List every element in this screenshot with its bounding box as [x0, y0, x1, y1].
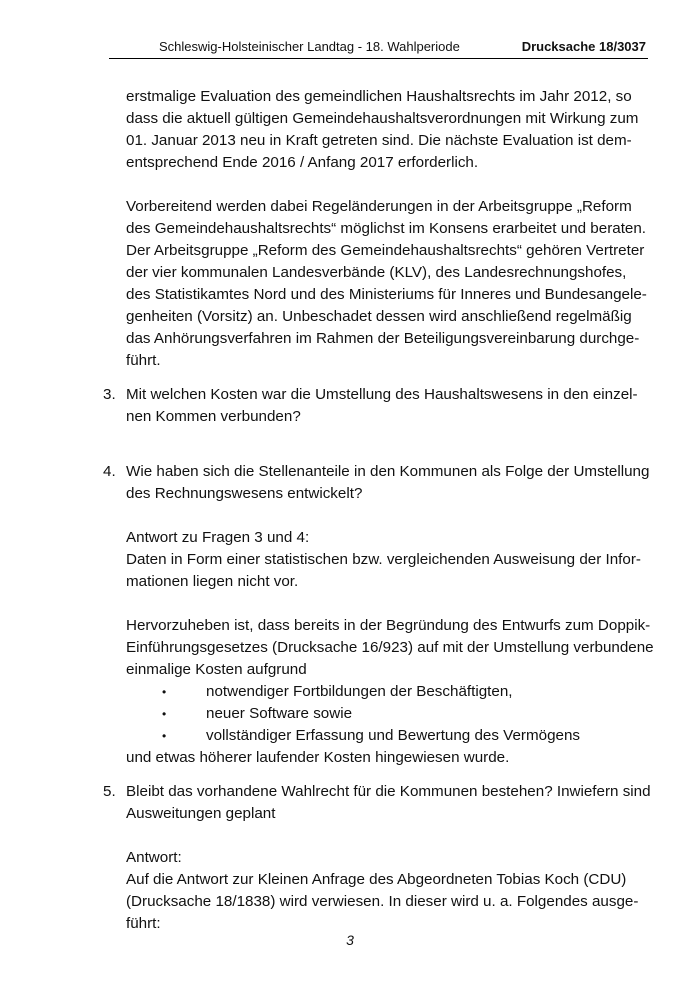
header-title: Schleswig-Holsteinischer Landtag - 18. Wahlperiode: [159, 39, 460, 54]
paragraph-line: des Statistikamtes Nord und des Ministeriums für Inneres und Bundesangele-: [126, 286, 647, 303]
question-3-line: Mit welchen Kosten war die Umstellung des Haushaltswesens in den einzel-: [126, 386, 638, 403]
document-number: Drucksache 18/3037: [521, 39, 646, 54]
question-4-line: des Rechnungswesens entwickelt?: [126, 485, 363, 502]
paragraph-line: führt.: [126, 352, 161, 369]
paragraph-line: dass die aktuell gültigen Gemeindehaushaltsverordnungen mit Wirkung zum: [126, 110, 639, 127]
paragraph-line: Vorbereitend werden dabei Regeländerungen in der Arbeitsgruppe „Reform: [126, 198, 632, 215]
paragraph-line: genheiten (Vorsitz) an. Unbeschadet dessen wird anschließend regelmäßig: [126, 308, 632, 325]
paragraph-line: das Anhörungsverfahren im Rahmen der Beteiligungsvereinbarung durchge-: [126, 330, 640, 347]
page-header: [109, 38, 648, 59]
bullet-icon: •: [162, 729, 167, 743]
question-3-line: nen Kommen verbunden?: [126, 408, 301, 425]
answer-line: Auf die Antwort zur Kleinen Anfrage des Abgeordneten Tobias Koch (CDU): [126, 871, 627, 888]
paragraph-line: entsprechend Ende 2016 / Anfang 2017 erforderlich.: [126, 154, 479, 171]
list-item-text: notwendiger Fortbildungen der Beschäftigten,: [206, 683, 513, 700]
paragraph-line: Einführungsgesetzes (Drucksache 16/923) auf mit der Umstellung verbundene: [126, 639, 654, 656]
bullet-icon: •: [162, 685, 167, 699]
paragraph-line: des Gemeindehaushaltsrechts“ möglichst im Konsens erarbeitet und beraten.: [126, 220, 647, 237]
question-number-5: 5.: [103, 783, 116, 800]
answer-line: Daten in Form einer statistischen bzw. vergleichenden Ausweisung der Infor-: [126, 551, 641, 568]
paragraph-line: einmalige Kosten aufgrund: [126, 661, 307, 678]
answer-label: Antwort zu Fragen 3 und 4:: [126, 529, 310, 546]
bullet-icon: •: [162, 707, 167, 721]
question-4-line: Wie haben sich die Stellenanteile in den Kommunen als Folge der Umstellung: [126, 463, 650, 480]
answer-line: mationen liegen nicht vor.: [126, 573, 299, 590]
list-item-text: neuer Software sowie: [206, 705, 353, 722]
answer-line: führt:: [126, 915, 161, 932]
question-number-3: 3.: [103, 386, 116, 403]
question-5-line: Ausweitungen geplant: [126, 805, 276, 822]
paragraph-line: 01. Januar 2013 neu in Kraft getreten sind. Die nächste Evaluation ist dem-: [126, 132, 632, 149]
paragraph-line: Hervorzuheben ist, dass bereits in der Begründung des Entwurfs zum Doppik-: [126, 617, 651, 634]
answer-line: (Drucksache 18/1838) wird verwiesen. In dieser wird u. a. Folgendes ausge-: [126, 893, 639, 910]
paragraph-line: Der Arbeitsgruppe „Reform des Gemeindehaushaltsrechts“ gehören Vertreter: [126, 242, 645, 259]
question-5-line: Bleibt das vorhandene Wahlrecht für die Kommunen bestehen? Inwiefern sind: [126, 783, 651, 800]
question-number-4: 4.: [103, 463, 116, 480]
list-item-text: vollständiger Erfassung und Bewertung des Vermögens: [206, 727, 581, 744]
paragraph-line: und etwas höherer laufender Kosten hingewiesen wurde.: [126, 749, 510, 766]
paragraph-line: der vier kommunalen Landesverbände (KLV), des Landesrechnungshofes,: [126, 264, 627, 281]
paragraph-line: erstmalige Evaluation des gemeindlichen Haushaltsrechts im Jahr 2012, so: [126, 88, 632, 105]
page-number: 3: [346, 932, 354, 948]
answer-label: Antwort:: [126, 849, 182, 866]
